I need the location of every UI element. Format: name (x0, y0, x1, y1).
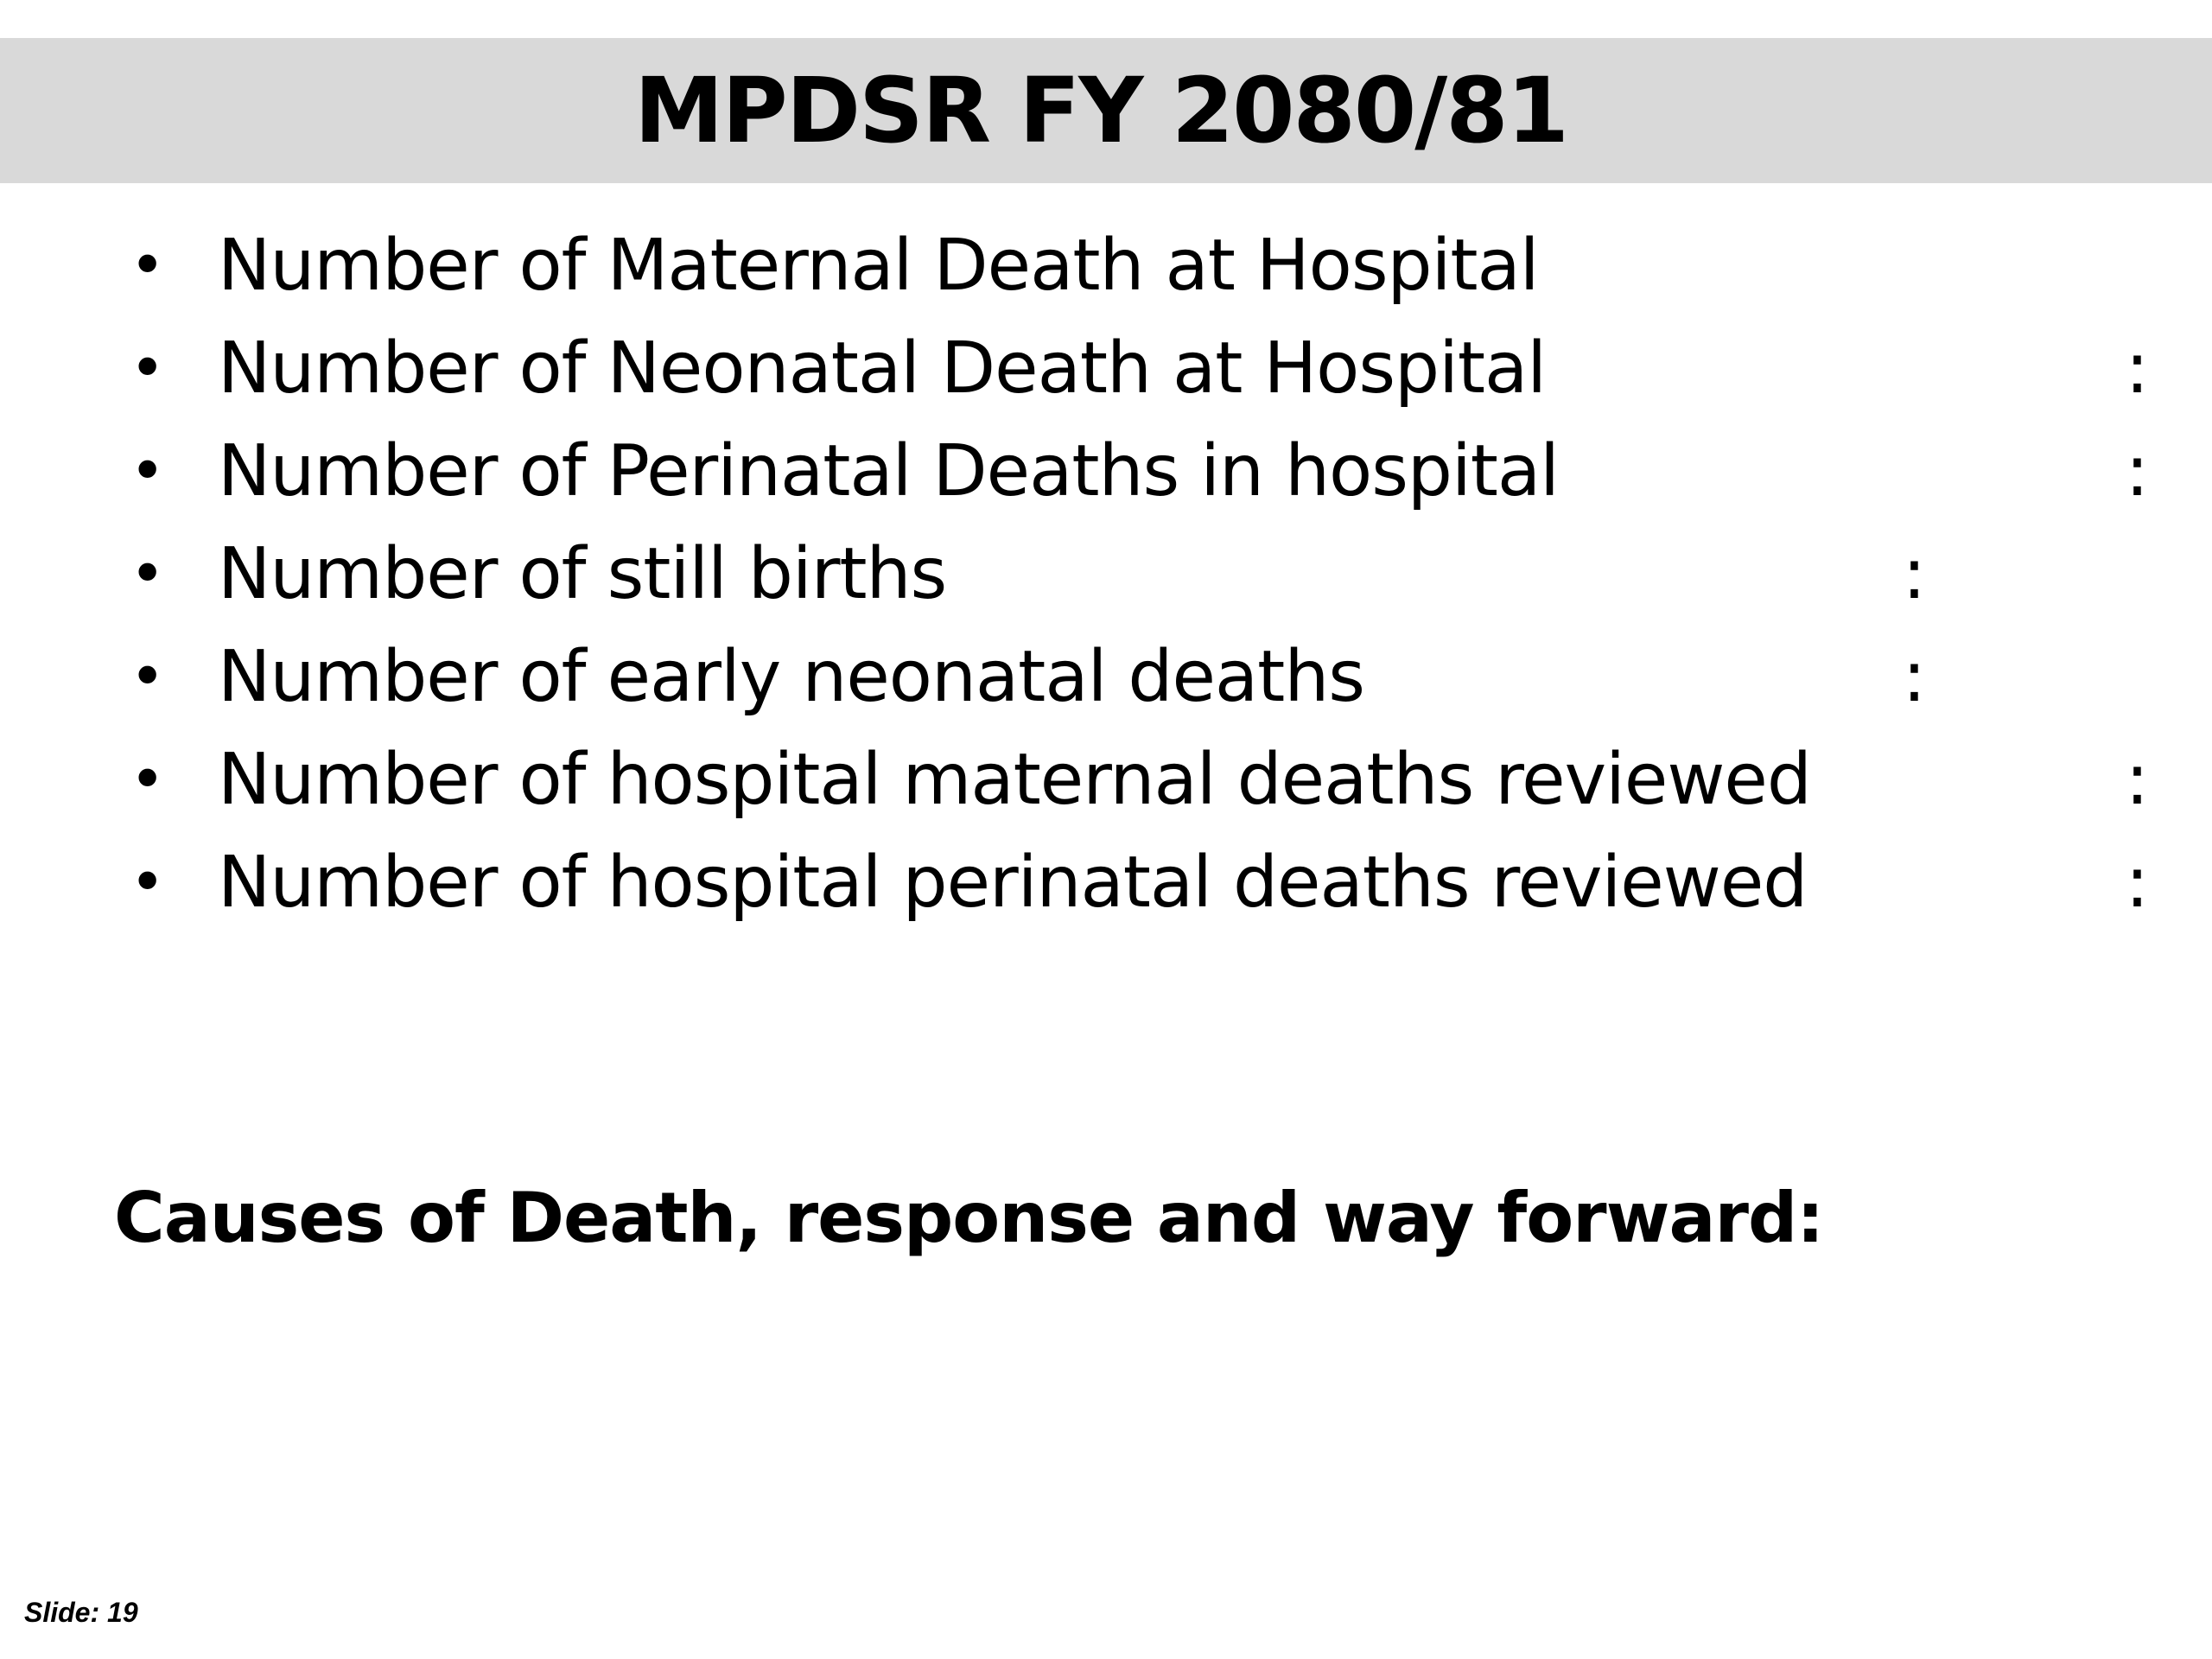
stat-colon: : (1902, 636, 1926, 718)
stat-label: Number of Neonatal Death at Hospital (218, 327, 1547, 410)
stat-colon: : (2125, 739, 2149, 821)
list-item (0, 317, 2212, 420)
title-band (0, 38, 2212, 183)
list-item (0, 420, 2212, 523)
stat-label: Number of early neonatal deaths (218, 636, 1365, 718)
stat-label: Number of Maternal Death at Hospital (218, 225, 1539, 307)
bullet-icon: • (130, 333, 165, 404)
bullet-icon: • (130, 744, 165, 815)
list-item (0, 214, 2212, 317)
stat-colon: : (2125, 327, 2149, 410)
stat-colon: : (1902, 533, 1926, 615)
stat-colon: : (2125, 430, 2149, 512)
bullet-icon: • (130, 847, 165, 918)
list-item (0, 831, 2212, 934)
list-item (0, 626, 2212, 728)
bullet-icon: • (130, 641, 165, 712)
causes-heading: Causes of Death, response and way forward: (114, 1178, 1824, 1258)
slide-number: Slide: 19 (24, 1597, 138, 1628)
slide-title: MPDSR FY 2080/81 (634, 58, 1567, 163)
list-item (0, 728, 2212, 831)
bullet-icon: • (130, 230, 165, 301)
stat-label: Number of hospital maternal deaths reviewed (218, 739, 1811, 821)
stats-list (0, 214, 2212, 934)
stat-label: Number of hospital perinatal deaths reviewed (218, 842, 1808, 924)
list-item (0, 523, 2212, 626)
bullet-icon: • (130, 435, 165, 506)
stat-label: Number of still births (218, 533, 947, 615)
bullet-icon: • (130, 538, 165, 609)
stat-label: Number of Perinatal Deaths in hospital (218, 430, 1559, 512)
stat-colon: : (2125, 842, 2149, 924)
